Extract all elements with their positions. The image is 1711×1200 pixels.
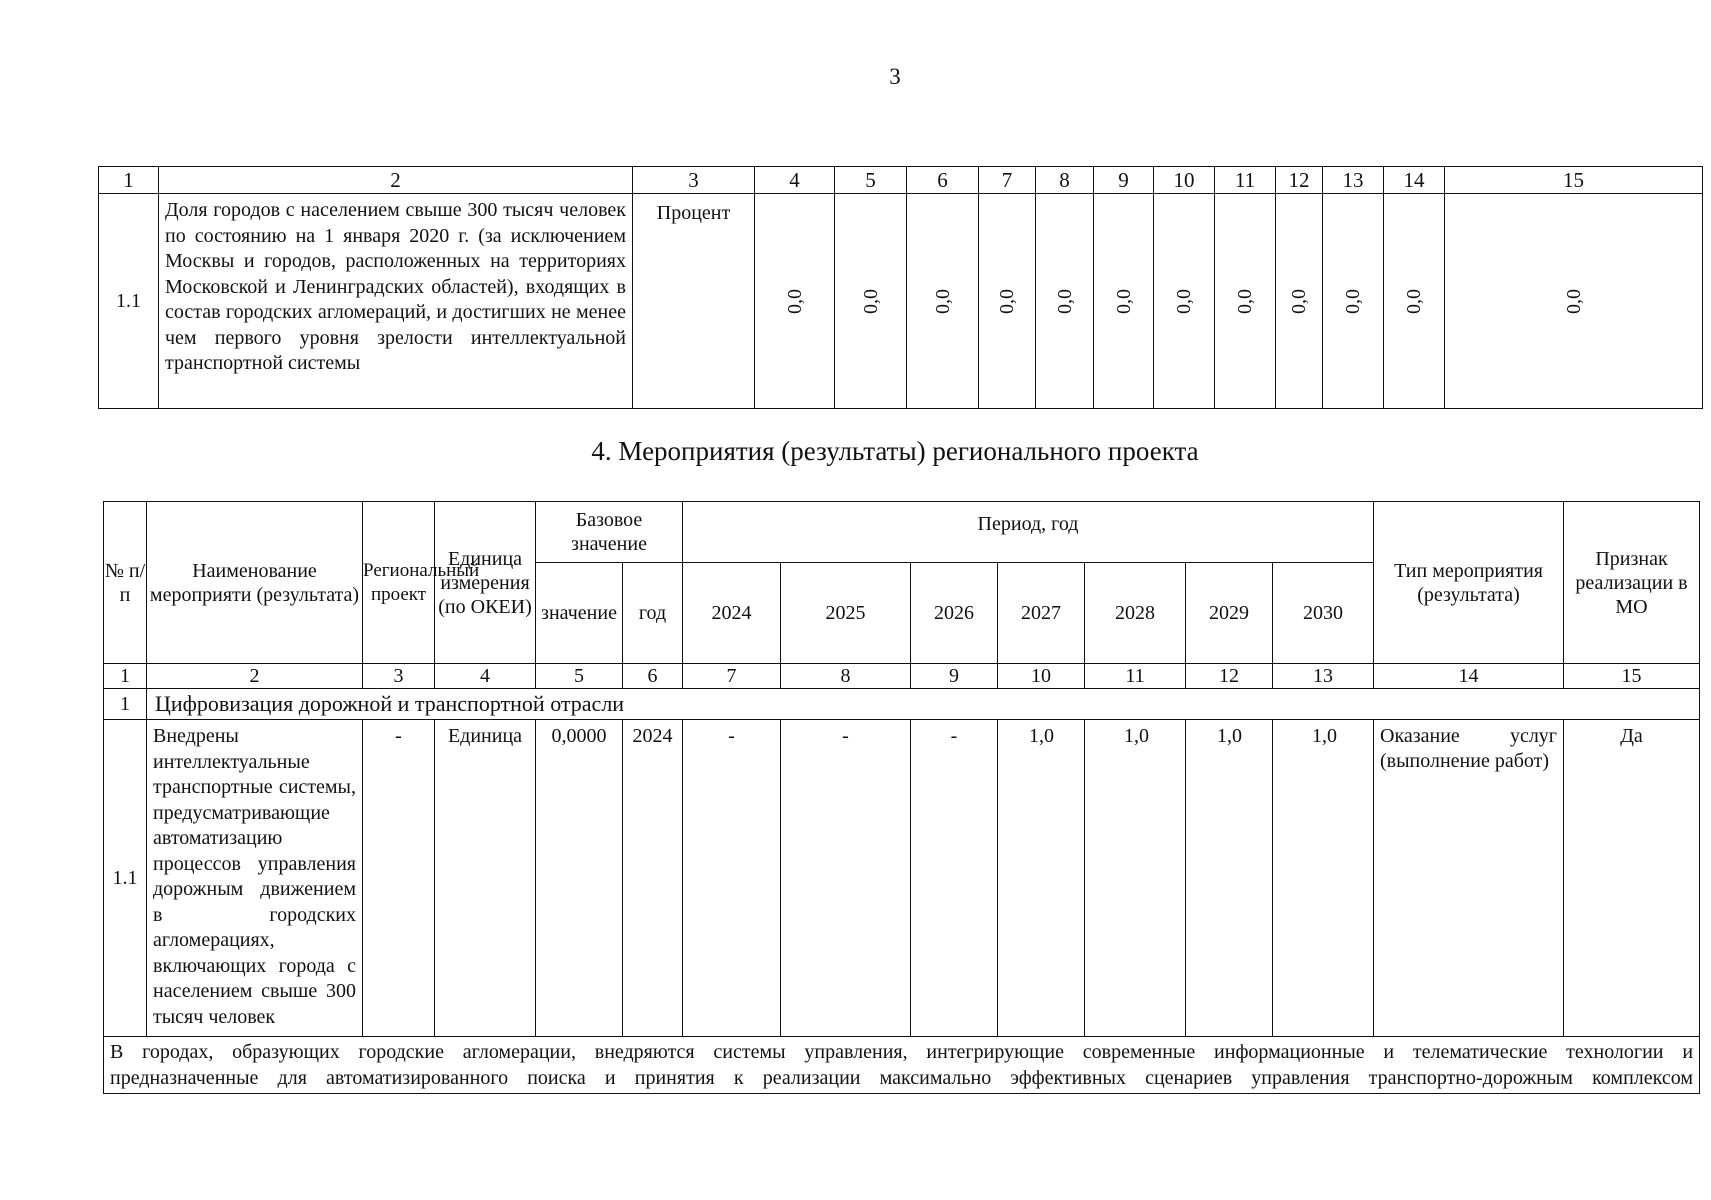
header-base-value: значение xyxy=(536,563,623,664)
value-text: 0,0 xyxy=(1288,289,1310,315)
table-row xyxy=(104,720,1700,1037)
header-year: 2029 xyxy=(1186,563,1273,664)
header-year: 2024 xyxy=(683,563,781,664)
section-title: 4. Мероприятия (результаты) регионального проекта xyxy=(591,436,1199,466)
header-regional: Региональный проект xyxy=(363,502,435,664)
col-index: 8 xyxy=(781,664,911,689)
header-year: 2026 xyxy=(911,563,998,664)
header-period: Период, год xyxy=(683,502,1374,563)
base-value: 0,0000 xyxy=(536,720,623,1037)
value-cell xyxy=(1154,194,1215,409)
value-2028: 1,0 xyxy=(1085,720,1186,1037)
value-cell xyxy=(1323,194,1384,409)
value-cell xyxy=(1215,194,1276,409)
header-num: № п/п xyxy=(104,502,147,664)
value-2026: - xyxy=(911,720,998,1037)
row-number: 1.1 xyxy=(99,194,159,409)
value-text: 0,0 xyxy=(931,289,954,315)
table-row xyxy=(99,194,1703,409)
value-cell xyxy=(1445,194,1703,409)
value-text: 0,0 xyxy=(1342,289,1364,315)
value-text: 0,0 xyxy=(1173,289,1195,315)
value-text: 0,0 xyxy=(1112,289,1135,315)
section-row-title: Цифровизация дорожной и транспортной отрасли xyxy=(147,689,1700,720)
col-index: 10 xyxy=(1154,167,1215,194)
header-type: Тип мероприятия (результата) xyxy=(1374,502,1564,664)
unit: Единица xyxy=(435,720,536,1037)
table-header-row xyxy=(99,167,1703,194)
header-name: Наименование мероприяти (результата) xyxy=(147,502,363,664)
col-index: 4 xyxy=(435,664,536,689)
section-row xyxy=(104,689,1700,720)
header-year: 2028 xyxy=(1085,563,1186,664)
col-index: 4 xyxy=(755,167,835,194)
header-base: Базовое значение xyxy=(536,502,683,563)
note-row xyxy=(104,1037,1700,1094)
value-cell xyxy=(979,194,1036,409)
value-2027: 1,0 xyxy=(998,720,1085,1037)
col-index: 6 xyxy=(907,167,979,194)
value-text: 0,0 xyxy=(859,289,882,315)
header-year: 2025 xyxy=(781,563,911,664)
base-year: 2024 xyxy=(623,720,683,1037)
col-index: 14 xyxy=(1384,167,1445,194)
col-index: 1 xyxy=(99,167,159,194)
col-index: 1 xyxy=(104,664,147,689)
indicators-table xyxy=(98,166,1703,409)
regional-project: - xyxy=(363,720,435,1037)
col-index: 5 xyxy=(835,167,907,194)
value-text: 0,0 xyxy=(1053,289,1076,315)
value-2029: 1,0 xyxy=(1186,720,1273,1037)
header-year: 2027 xyxy=(998,563,1085,664)
table-header-row xyxy=(104,502,1700,563)
col-index: 14 xyxy=(1374,664,1564,689)
value-text: 0,0 xyxy=(1562,289,1585,315)
value-cell xyxy=(1094,194,1154,409)
note-line: предназначенные для автоматизированного поиска и принятия к реализации максимально эффективных сценариев управления транспортно-дорожным комплексом xyxy=(110,1067,1694,1089)
activities-table xyxy=(103,501,1700,1094)
col-index: 9 xyxy=(911,664,998,689)
col-index: 13 xyxy=(1273,664,1374,689)
indicator-name: Доля городов с населением свыше 300 тысяч человек по состоянию на 1 января 2020 г. (за исключением Москвы и городов, расположенных на территориях Московской и Ленинградских областей), входящих в состав городских агломераций, и достигших не менее чем первого уровня зрелости интеллектуальной транспортной системы xyxy=(159,194,633,409)
page-number: 3 xyxy=(889,64,901,89)
value-text: 0,0 xyxy=(996,289,1018,315)
note-line: В городах, образующих городские агломерации, внедряются системы управления, интегрирующие современные информационные и телематические технологии и xyxy=(110,1041,1694,1063)
col-index: 13 xyxy=(1323,167,1384,194)
col-index: 3 xyxy=(363,664,435,689)
col-index: 9 xyxy=(1094,167,1154,194)
value-cell xyxy=(1036,194,1094,409)
value-2025: - xyxy=(781,720,911,1037)
section-number: 1 xyxy=(104,689,147,720)
value-2024: - xyxy=(683,720,781,1037)
value-text: 0,0 xyxy=(1234,289,1256,315)
header-year: 2030 xyxy=(1273,563,1374,664)
note-cell xyxy=(104,1037,1700,1094)
value-cell xyxy=(835,194,907,409)
col-index: 8 xyxy=(1036,167,1094,194)
col-index: 12 xyxy=(1276,167,1323,194)
col-index: 2 xyxy=(159,167,633,194)
col-index: 7 xyxy=(683,664,781,689)
mo-flag: Да xyxy=(1564,720,1700,1037)
col-index: 11 xyxy=(1085,664,1186,689)
row-number: 1.1 xyxy=(104,720,147,1037)
header-unit: Единица измерения (по ОКЕИ) xyxy=(435,502,536,664)
value-cell xyxy=(1276,194,1323,409)
value-2030: 1,0 xyxy=(1273,720,1374,1037)
value-text: 0,0 xyxy=(783,289,806,315)
activity-name: Внедрены интеллектуальные транспортные системы, предусматривающие автоматизацию процессов управления дорожным движением в городских агломерациях, включающих города с населением свыше 300 тысяч человек xyxy=(147,720,363,1037)
activity-type: Оказание услуг (выполнение работ) xyxy=(1374,720,1564,1037)
header-mo: Признак реализации в МО xyxy=(1564,502,1700,664)
index-row xyxy=(104,664,1700,689)
col-index: 15 xyxy=(1445,167,1703,194)
col-index: 6 xyxy=(623,664,683,689)
col-index: 7 xyxy=(979,167,1036,194)
header-base-year: год xyxy=(623,563,683,664)
col-index: 15 xyxy=(1564,664,1700,689)
col-index: 10 xyxy=(998,664,1085,689)
col-index: 12 xyxy=(1186,664,1273,689)
value-cell xyxy=(755,194,835,409)
col-index: 2 xyxy=(147,664,363,689)
col-index: 11 xyxy=(1215,167,1276,194)
value-cell xyxy=(1384,194,1445,409)
col-index: 5 xyxy=(536,664,623,689)
col-index: 3 xyxy=(633,167,755,194)
value-text: 0,0 xyxy=(1403,289,1425,315)
indicator-unit: Процент xyxy=(633,194,755,409)
value-cell xyxy=(907,194,979,409)
